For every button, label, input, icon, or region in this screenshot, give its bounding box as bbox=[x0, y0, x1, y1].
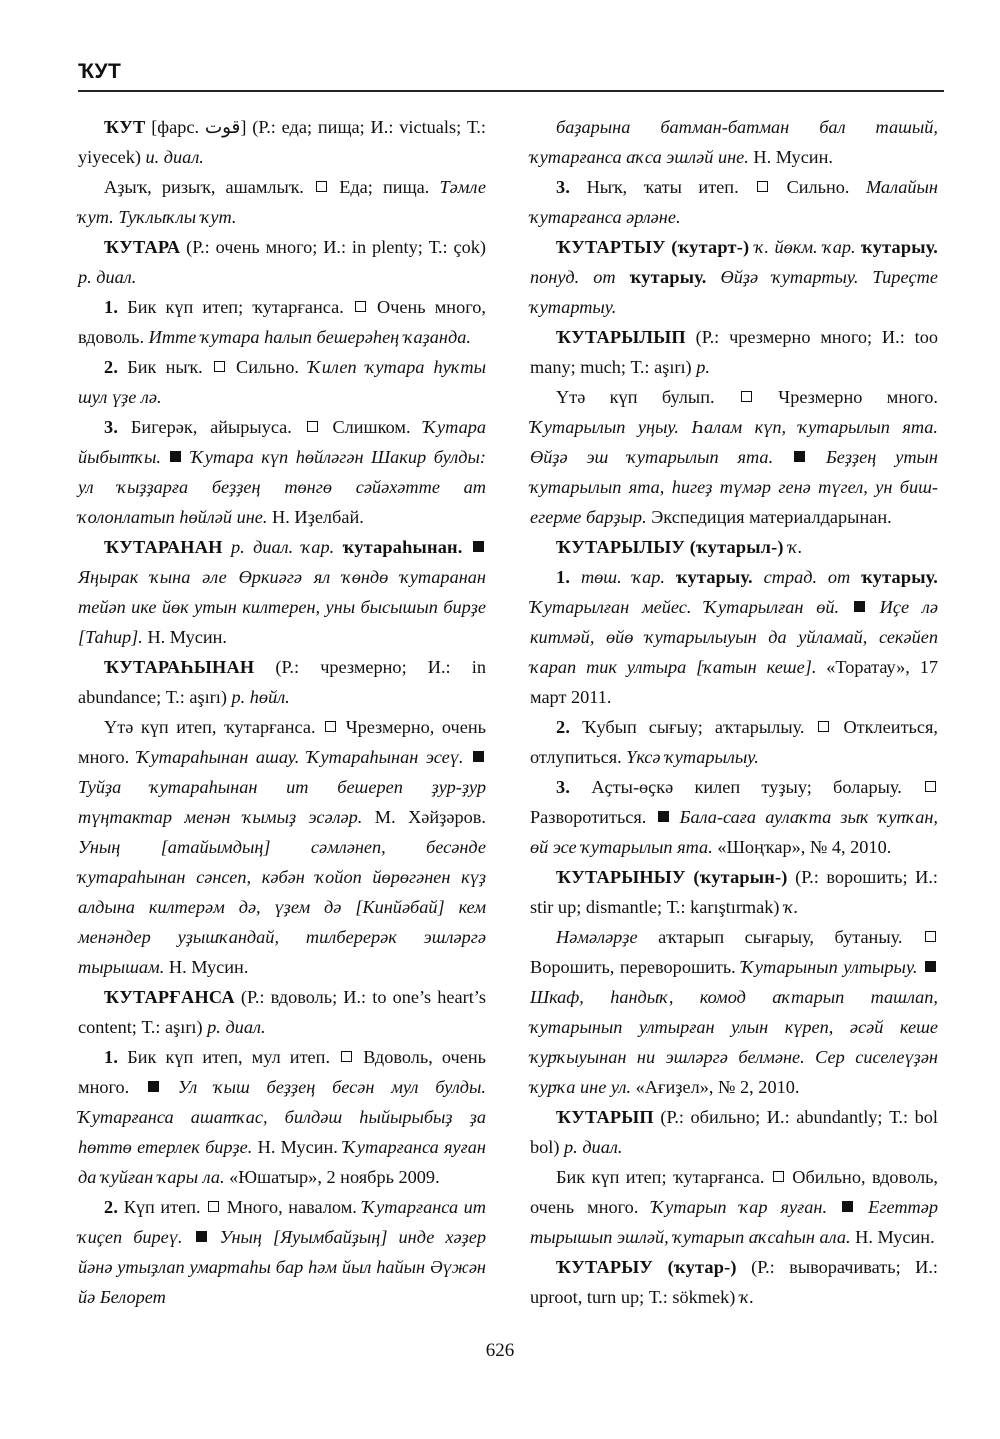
entry-text: Разворотиться. bbox=[530, 807, 656, 827]
entry-text bbox=[867, 597, 880, 617]
dictionary-entry-kutarynyu bbox=[530, 862, 938, 1102]
entry-text bbox=[570, 567, 581, 587]
dictionary-entry-kutaryu bbox=[530, 1252, 938, 1312]
entry-paragraph bbox=[78, 232, 486, 292]
entry-text: «Шоңҡар», № 4, 2010. bbox=[712, 837, 892, 857]
italic-example-text: Ҡутара йыбытҡы. bbox=[78, 417, 486, 467]
italic-example-text: р. диал. ҡар. bbox=[230, 537, 335, 557]
headword-or-bold-text: ҡутарыу. bbox=[629, 267, 707, 287]
italic-example-text: Иҫе лә китмәй, өйө ҡутарылыуын да уйламай, секәйеп ҡарап тик ултыра [ҡатын кеше]. bbox=[530, 597, 938, 677]
running-header bbox=[78, 58, 944, 92]
russian-translation-marker-icon bbox=[214, 361, 225, 372]
italic-example-text: ҡ. bbox=[784, 897, 799, 917]
italic-example-text: Үксә ҡутарылыу. bbox=[626, 747, 759, 767]
italic-example-text: Ҡутарғанса ит ҡиҫеп биреү. bbox=[78, 1197, 486, 1247]
entry-paragraph bbox=[530, 1252, 938, 1312]
entry-paragraph bbox=[78, 1192, 486, 1312]
entry-paragraph bbox=[530, 322, 938, 382]
entry-text: (Р.: обильно; И.: abundantly; Т.: bol bol) bbox=[530, 1107, 938, 1157]
entry-text bbox=[671, 807, 680, 827]
entry-paragraph bbox=[78, 652, 486, 712]
headword-or-bold-text: 3. bbox=[556, 177, 571, 197]
italic-example-text: Уның [Яуымбайҙың] инде хәҙер йәнә утыҙлап умартаһы бар һәм йыл һайын Әүжән йә Белорет bbox=[78, 1227, 486, 1307]
russian-translation-marker-icon bbox=[325, 721, 336, 732]
entry-text: (Р.: вдоволь; И.: to one’s heart’s content; Т.: aşırı) bbox=[78, 987, 486, 1037]
italic-example-text: Ҡутара күп һөйләгән Шакир булды: ул ҡыҙҙарға беҙҙең төнгө сәйәхәтте ат ҡолонлатып һөйләй ине. bbox=[78, 447, 486, 527]
headword-or-bold-text: ҠУТАРАНАН bbox=[104, 537, 223, 557]
entry-text: Аҫты-өҫкә килеп туҙыу; боларыу. bbox=[570, 777, 923, 797]
entry-text bbox=[616, 267, 630, 287]
italic-example-text: ҡ. йөкм. ҡар. bbox=[754, 237, 856, 257]
entry-text: Аҙыҡ, ризыҡ, ашамлыҡ. bbox=[104, 177, 315, 197]
entry-text: Еда; пища. bbox=[329, 177, 440, 197]
italic-example-text: Ҡутарылып уңыу. Һалам күп, ҡутарылып ята. Өйҙә эш ҡутарылып ята. bbox=[530, 417, 938, 467]
entry-text: (Р.: чрезмерно; И.: in abundance; Т.: aşırı) bbox=[78, 657, 486, 707]
entry-text: (Р.: чрезмерно много; И.: too many; much; Т.: aşırı) bbox=[530, 327, 938, 377]
entry-paragraph bbox=[530, 1162, 938, 1252]
entry-paragraph bbox=[78, 532, 486, 652]
italic-example-text: р. диал. bbox=[564, 1137, 623, 1157]
entry-paragraph bbox=[78, 112, 486, 172]
headword-or-bold-text: 2. bbox=[104, 357, 119, 377]
entry-paragraph bbox=[78, 412, 486, 532]
entry-text: Ҡубып сығыу; аҡтарылыу. bbox=[570, 717, 817, 737]
example-marker-icon bbox=[854, 601, 865, 612]
entry-text bbox=[753, 567, 764, 587]
entry-text bbox=[463, 537, 471, 557]
italic-example-text: Яңырак ҡына әле Өркиәгә ял ҡөндө ҡутаранан тейәп ике йөк утын килтерен, уны бысышып бирҙе [Таһир]. bbox=[78, 567, 486, 647]
example-marker-icon bbox=[196, 1231, 207, 1242]
example-marker-icon bbox=[170, 451, 181, 462]
entry-text bbox=[579, 267, 593, 287]
headword-or-bold-text: ҡутарыу. bbox=[675, 567, 753, 587]
russian-translation-marker-icon bbox=[925, 781, 936, 792]
russian-translation-marker-icon bbox=[773, 1171, 784, 1182]
dictionary-entry-kutarylyp bbox=[530, 322, 938, 532]
entry-paragraph bbox=[78, 1042, 486, 1192]
italic-example-text: баҙарына батман-батман бал ташый, ҡутарғанса аҡса эшләй ине. bbox=[530, 117, 938, 167]
entry-text bbox=[463, 747, 471, 767]
entry-text bbox=[850, 567, 861, 587]
entry-text bbox=[183, 447, 191, 467]
entry-text: Н. Мусин. bbox=[850, 1227, 935, 1247]
entry-paragraph bbox=[530, 562, 938, 712]
russian-translation-marker-icon bbox=[307, 421, 318, 432]
example-marker-icon bbox=[658, 811, 669, 822]
right-column bbox=[530, 112, 938, 1312]
italic-example-text: Ҡутарылған мейес. Ҡутарылған өй. bbox=[530, 597, 840, 617]
headword-or-bold-text: ҠУТАРА bbox=[104, 237, 181, 257]
entry-text: Н. Мусин. bbox=[748, 147, 833, 167]
entry-paragraph bbox=[530, 112, 938, 172]
entry-text: Сильно. bbox=[770, 177, 866, 197]
headword-or-bold-text: 1. bbox=[104, 297, 119, 317]
entry-text: Слишком. bbox=[319, 417, 424, 437]
entry-paragraph bbox=[530, 382, 938, 532]
entry-text: Бик күп итеп; ҡутарғанса. bbox=[556, 1167, 771, 1187]
example-marker-icon bbox=[148, 1081, 159, 1092]
entry-text: Н. Иҙелбай. bbox=[267, 507, 364, 527]
example-marker-icon bbox=[842, 1201, 853, 1212]
italic-example-text: Бала-саға аулаҡта зыҡ ҡупҡан, өй эсе ҡутарылып ята. bbox=[530, 807, 938, 857]
entry-text: Бигерәк, айырыуса. bbox=[118, 417, 305, 437]
russian-translation-marker-icon bbox=[741, 391, 752, 402]
entry-paragraph bbox=[530, 862, 938, 922]
entry-paragraph bbox=[530, 1102, 938, 1162]
entry-paragraph bbox=[78, 352, 486, 412]
italic-example-text: Уның [атайымдың] сәмләнеп, бесәнде ҡутараһынан сәнсеп, кәбән ҡойоп йөрөгәнен күҙ алдына килтерәм дә, үҙем дә [Кинйәбай] кем менәндер уҙышҡандай, тилберерәк эшләргә тырышам. bbox=[78, 837, 486, 977]
entry-text bbox=[223, 537, 231, 557]
dictionary-entry-kutartyu bbox=[530, 232, 938, 322]
dictionary-entry-kutaryp bbox=[530, 1102, 938, 1252]
headword-or-bold-text: ҠУТ bbox=[104, 117, 146, 137]
entry-text bbox=[807, 447, 826, 467]
dictionary-entry-kutarahynan bbox=[78, 652, 486, 982]
italic-example-text: Ҡилеп ҡутара һуҡты шул үҙе лә. bbox=[78, 357, 486, 407]
italic-example-text: Тәмле ҡут. Туҡлыҡлы ҡут. bbox=[78, 177, 487, 227]
italic-example-text: страд. от bbox=[763, 567, 851, 587]
entry-text: Вдоволь, очень много. bbox=[78, 1047, 486, 1097]
entry-text: (Р.: ворошить; И.: stir up; dismantle; Т.: karıştırmak) bbox=[530, 867, 938, 917]
entry-text: «Ағиҙел», № 2, 2010. bbox=[631, 1077, 800, 1097]
entry-text bbox=[855, 1197, 868, 1217]
example-marker-icon bbox=[794, 451, 805, 462]
entry-text bbox=[827, 1197, 840, 1217]
headword-or-bold-text: 2. bbox=[104, 1197, 119, 1217]
headword-or-bold-text: ҠУТАРТЫУ (ҡутарт-) bbox=[556, 237, 750, 257]
entry-text bbox=[334, 537, 342, 557]
headword-or-bold-text: 3. bbox=[556, 777, 571, 797]
italic-example-text: Беҙҙең утын ҡутарылып ята, һигеҙ түмәр генә түгел, ун биш-егерме барҙыр. bbox=[530, 447, 938, 527]
italic-example-text: төш. ҡар. bbox=[580, 567, 666, 587]
italic-example-text: Шкаф, һандыҡ, комод аҡтарып ташлап, ҡутарынып ултырған улын күреп, әсәй кеше ҡурҡыуынан ни эшләргә белмәне. Сер сиселеүҙән ҡурҡа ине ул. bbox=[530, 987, 938, 1097]
entry-text: Отклеиться, отлупиться. bbox=[530, 717, 938, 767]
entry-paragraph bbox=[530, 232, 938, 322]
headword-or-bold-text: ҠУТАРЫП bbox=[556, 1107, 654, 1127]
italic-example-text: р. bbox=[696, 357, 710, 377]
example-marker-icon bbox=[473, 541, 484, 552]
entry-text: М. Хәйҙәров. bbox=[362, 807, 486, 827]
entry-paragraph bbox=[78, 172, 486, 232]
entry-text: Бик күп итеп, мул итеп. bbox=[118, 1047, 340, 1067]
entry-text: Ныҡ, ҡаты итеп. bbox=[570, 177, 756, 197]
entry-text: Очень много, вдоволь. bbox=[78, 297, 486, 347]
headword-or-bold-text: ҡутарыу. bbox=[861, 567, 939, 587]
italic-example-text: Итте ҡутара һалып бешерәһең ҡаҙанда. bbox=[148, 327, 471, 347]
italic-example-text: ҡ. bbox=[788, 537, 803, 557]
entry-text: Н. Мусин. bbox=[164, 957, 249, 977]
entry-text: Чрезмерно, очень много. bbox=[78, 717, 486, 767]
italic-example-text: и. диал. bbox=[145, 147, 204, 167]
italic-example-text: Ул ҡыш беҙҙең бесән мул булды. Ҡутарғанса ашатҡас, билдәш һыйырыбыҙ ҙа һөттө етерлек бирҙе. bbox=[78, 1077, 486, 1157]
italic-example-text: Нәмәләрҙе bbox=[556, 927, 638, 947]
entry-text bbox=[773, 447, 792, 467]
entry-paragraph bbox=[530, 712, 938, 772]
entry-text bbox=[161, 1077, 178, 1097]
italic-example-text: Малайын ҡутарғанса әрләне. bbox=[530, 177, 938, 227]
russian-translation-marker-icon bbox=[341, 1051, 352, 1062]
entry-text: «Торатау», 17 март 2011. bbox=[530, 657, 938, 707]
headword-or-bold-text: ҡутараһынан. bbox=[342, 537, 463, 557]
dictionary-entry-kutara bbox=[78, 232, 486, 532]
dictionary-entry-kutaranan bbox=[78, 532, 486, 652]
entry-text: Күп итеп. bbox=[118, 1197, 207, 1217]
russian-translation-marker-icon bbox=[208, 1201, 219, 1212]
entry-text bbox=[839, 597, 852, 617]
headword-or-bold-text: ҠУТАРЫЛЫП bbox=[556, 327, 686, 347]
entry-text: Бик күп итеп; ҡутарғанса. bbox=[118, 297, 353, 317]
entry-text: Бик ныҡ. bbox=[118, 357, 212, 377]
entry-text bbox=[183, 1227, 194, 1247]
entry-text: Н. Мусин. bbox=[252, 1137, 344, 1157]
entry-text: (Р.: очень много; И.: in plenty; Т.: çok) bbox=[180, 237, 486, 257]
entry-text bbox=[209, 1227, 220, 1247]
entry-paragraph bbox=[530, 532, 938, 562]
left-column bbox=[78, 112, 486, 1312]
entry-text bbox=[665, 567, 676, 587]
entry-paragraph bbox=[530, 772, 938, 862]
headword-or-bold-text: ҡутарыу. bbox=[861, 237, 938, 257]
russian-translation-marker-icon bbox=[757, 181, 768, 192]
italic-example-text: р. һөйл. bbox=[231, 687, 290, 707]
dictionary-entry-kutargansa bbox=[78, 982, 486, 1312]
entry-text: «Юшатыр», 2 ноябрь 2009. bbox=[224, 1167, 440, 1187]
italic-example-text: от bbox=[593, 267, 616, 287]
italic-example-text: Өйҙә ҡутартыу. Тиреҫте ҡутартыу. bbox=[530, 267, 938, 317]
running-head-word: ҠУТ bbox=[78, 60, 122, 83]
italic-example-text: Ҡутарғанса яуған да ҡуйған ҡары ла. bbox=[78, 1137, 487, 1187]
headword-or-bold-text: ҠУТАРЫЛЫУ (ҡутарыл-) bbox=[556, 537, 784, 557]
russian-translation-marker-icon bbox=[355, 301, 366, 312]
entry-text bbox=[161, 447, 169, 467]
entry-text: Экспедиция материалдарынан. bbox=[646, 507, 892, 527]
entry-text bbox=[707, 267, 721, 287]
entry-text: (Р.: выворачивать; И.: uproot, turn up; Т.: sökmek) bbox=[530, 1257, 938, 1307]
headword-or-bold-text: 1. bbox=[104, 1047, 119, 1067]
entry-text: Үтә күп булып. bbox=[556, 387, 739, 407]
russian-translation-marker-icon bbox=[316, 181, 327, 192]
italic-example-text: понуд. bbox=[530, 267, 580, 287]
entry-text: Н. Мусин. bbox=[142, 627, 227, 647]
entry-text: [фарс. ﻗﻮﺕ] (Р.: еда; пища; И.: victuals; Т.: yiyecek) bbox=[78, 117, 486, 167]
italic-example-text: Егеттәр тырышып эшләй, ҡутарып аҡсаһын ала. bbox=[530, 1197, 939, 1247]
italic-example-text: ҡ. bbox=[739, 1287, 755, 1307]
headword-or-bold-text: 1. bbox=[556, 567, 571, 587]
headword-or-bold-text: 3. bbox=[104, 417, 119, 437]
italic-example-text: Ҡутарып ҡар яуған. bbox=[651, 1197, 828, 1217]
italic-example-text: Ҡутараһынан ашау. Ҡутараһынан эсеү. bbox=[136, 747, 464, 767]
russian-translation-marker-icon bbox=[818, 721, 829, 732]
dictionary-entry-kut bbox=[78, 112, 486, 232]
italic-example-text: Туйҙа ҡутараһынан ит бешереп ҙур-ҙур түңтактар менән ҡымыҙ эсәләр. bbox=[78, 777, 486, 827]
entry-paragraph bbox=[78, 292, 486, 352]
entry-text: Много, навалом. bbox=[221, 1197, 363, 1217]
headword-or-bold-text: 2. bbox=[556, 717, 571, 737]
russian-translation-marker-icon bbox=[925, 931, 936, 942]
entry-text: Үтә күп итеп, ҡутарғанса. bbox=[104, 717, 324, 737]
italic-example-text: р. диал. bbox=[78, 267, 137, 287]
entry-text bbox=[917, 957, 923, 977]
entry-paragraph bbox=[530, 922, 938, 1102]
italic-example-text: р. диал. bbox=[207, 1017, 266, 1037]
entry-paragraph bbox=[78, 982, 486, 1042]
italic-example-text: Ҡутарынып ултырыу. bbox=[741, 957, 918, 977]
entry-text: Обильно, вдоволь, очень много. bbox=[530, 1167, 938, 1217]
page-number: 626 bbox=[485, 1340, 515, 1361]
headword-or-bold-text: ҠУТАРЫУ (ҡутар-) bbox=[556, 1257, 737, 1277]
entry-text: Сильно. bbox=[226, 357, 309, 377]
headword-or-bold-text: ҠУТАРАҺЫНАН bbox=[104, 657, 255, 677]
headword-or-bold-text: ҠУТАРЫНЫУ (ҡутарын-) bbox=[556, 867, 788, 887]
example-marker-icon bbox=[925, 961, 936, 972]
entry-text: Чрезмерно много. bbox=[753, 387, 938, 407]
entry-text: аҡтарып сығарыу, бутаныу. bbox=[637, 927, 923, 947]
example-marker-icon bbox=[473, 751, 484, 762]
entry-paragraph bbox=[530, 172, 938, 232]
entry-text: Ворошить, переворошить. bbox=[530, 957, 742, 977]
entry-paragraph bbox=[78, 712, 486, 982]
dictionary-entry-kutarylyu bbox=[530, 532, 938, 862]
dictionary-entry-kutargansa-cont bbox=[530, 112, 938, 232]
headword-or-bold-text: ҠУТАРҒАНСА bbox=[104, 987, 235, 1007]
